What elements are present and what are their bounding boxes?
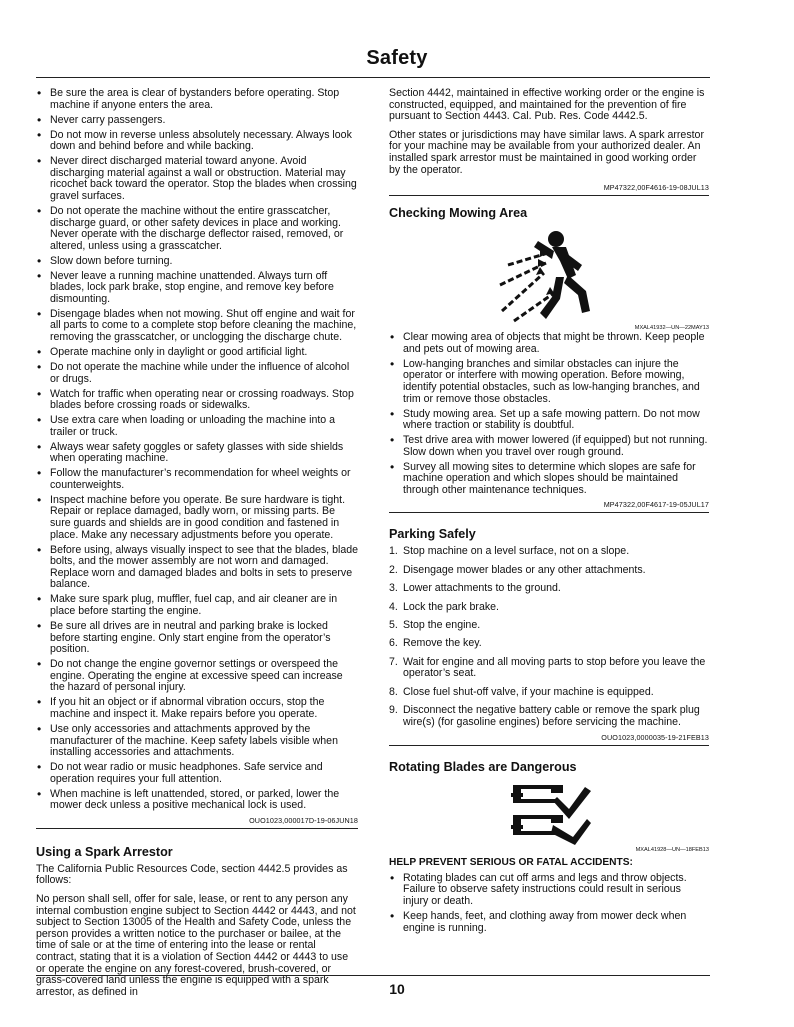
list-item: • Inspect machine before you operate. Be sure hardware is tight. Repair or replace damaged, badly worn, or missing parts. Be sure guards and shields are in good condition and fastened in place. Make any necessary adjustments before you operate. (36, 495, 358, 541)
section-divider (389, 512, 709, 513)
list-item (389, 546, 709, 558)
step-text: Lock the park brake. (403, 600, 499, 613)
reference-code: MP47322,00F4617-19-05JUL17 (603, 500, 709, 510)
step-text: Lower attachments to the ground. (403, 582, 561, 595)
safety-bullet-list (36, 88, 358, 812)
list-item: • Study mowing area. Set up a safe mowing pattern. Do not mow where traction or stability is doubtful. (389, 409, 709, 432)
step-number: 1. (389, 545, 398, 558)
list-item: • Do not mow in reverse unless absolutely necessary. Always look down and behind before and while backing. (36, 130, 358, 153)
reference-code: MP47322,00F4616-19-08JUL13 (603, 183, 709, 193)
list-item (389, 620, 709, 632)
page-number: 10 (389, 981, 405, 997)
list-item: • Watch for traffic when operating near or crossing roadways. Stop blades before crossing roads or sidewalks. (36, 389, 358, 412)
list-item: • Be sure all drives are in neutral and parking brake is locked before starting engine. Only start engine from the operator’s position. (36, 621, 358, 656)
section-heading-parking: Parking Safely (389, 527, 476, 542)
list-item: • Before using, always visually inspect to see that the blades, blade bolts, and the mower assembly are not worn and damaged. Replace worn and damaged blades and bolts in sets to preserve balance. (36, 545, 358, 591)
step-number: 7. (389, 655, 398, 668)
section-divider (36, 828, 358, 829)
step-text: Stop machine on a level surface, not on a slope. (403, 545, 630, 558)
section-heading-rotating-blades: Rotating Blades are Dangerous (389, 760, 577, 775)
step-number: 4. (389, 600, 398, 613)
list-item (389, 583, 709, 595)
header-rule (36, 77, 710, 78)
section-heading-spark-arrestor: Using a Spark Arrestor (36, 844, 173, 859)
list-item: • Follow the manufacturer’s recommendation for wheel weights or counterweights. (36, 468, 358, 491)
list-item (389, 657, 709, 680)
warning-heading: HELP PREVENT SERIOUS OR FATAL ACCIDENTS: (389, 857, 633, 869)
step-number: 2. (389, 563, 398, 576)
footer-rule (36, 975, 710, 976)
list-item: • Disengage blades when not mowing. Shut off engine and wait for all parts to come to a complete stop before cleaning the machine, removing the grasscatcher, or unclogging the discharge chute. (36, 309, 358, 344)
list-item: • Make sure spark plug, muffler, fuel cap, and air cleaner are in place before starting the engine. (36, 594, 358, 617)
list-item: • Never direct discharged material toward anyone. Avoid discharging material against a wall or obstruction. Material may ricochet back toward the operator. Stop the blades when crossing gravel surfaces. (36, 156, 358, 202)
blade-bullet-list (389, 873, 709, 934)
step-number: 3. (389, 582, 398, 595)
list-item: • Do not operate the machine without the entire grasscatcher, discharge guard, or other safety devices in place and working. Never operate with the discharge deflector raised, removed, or altered, unless using a grasscatcher. (36, 206, 358, 252)
list-item: • If you hit an object or if abnormal vibration occurs, stop the machine and inspect it. Make repairs before you operate. (36, 697, 358, 720)
paragraph: The California Public Resources Code, section 4442.5 provides as follows: (36, 862, 348, 887)
step-number: 9. (389, 704, 398, 717)
list-item: • Clear mowing area of objects that might be thrown. Keep people and pets out of mowing area. (389, 332, 709, 355)
list-item: • Use only accessories and attachments approved by the manufacturer of the machine. Keep safety labels visible when installing accessories and attachments. (36, 724, 358, 759)
list-item: • Use extra care when loading or unloading the machine into a trailer or truck. (36, 415, 358, 438)
list-item: • Slow down before turning. (36, 256, 358, 268)
list-item (389, 602, 709, 614)
step-text: Close fuel shut-off valve, if your machine is equipped. (403, 685, 654, 698)
left-column (36, 88, 358, 1005)
reference-code: OUO1023,000017D-19-06JUN18 (249, 815, 358, 825)
paragraph: Other states or jurisdictions may have similar laws. A spark arrestor for your machine may be available from your authorized dealer. An installed spark arrestor must be maintained in good working order by the operator. (389, 128, 704, 176)
list-item: • Be sure the area is clear of bystanders before operating. Stop machine if anyone enters the area. (36, 88, 358, 111)
paragraph: No person shall sell, offer for sale, lease, or rent to any person any internal combustion engine subject to Section 4442 or 4443, and not subject to Section 13005 of the Health and Safety Code, unless the person provides a written notice to the purchaser or bailee, at the time of sale or at the time of entering into the lease or rental contract, stating that it is a violation of Section 4442 or 4443 to use or operate the engine on any forest-covered, brush-covered, or grass-covered land unless the engine is equipped with a spark arrestor, as defined in (36, 893, 356, 998)
right-column (389, 88, 709, 937)
list-item (389, 638, 709, 650)
section-divider (389, 745, 709, 746)
list-item: • Survey all mowing sites to determine which slopes are safe for machine operation and which slopes should be maintained through other maintenance techniques. (389, 462, 709, 497)
list-item: • Operate machine only in daylight or good artificial light. (36, 347, 358, 359)
paragraph: Section 4442, maintained in effective working order or the engine is constructed, equipped, and maintained for the prevention of fire pursuant to Section 4443. Cal. Pub. Res. Code 4442.5. (389, 87, 705, 123)
page-title: Safety (366, 47, 428, 69)
figure-caption: MXAL41932—UN—22MAY13 (634, 325, 709, 332)
list-item: • Do not change the engine governor settings or overspeed the engine. Operating the engine at excessive speed can increase the hazard of personal injury. (36, 659, 358, 694)
list-item (389, 705, 709, 728)
mowing-bullet-list (389, 332, 709, 496)
reference-code: OUO1023,0000035-19-21FEB13 (601, 733, 709, 743)
step-number: 8. (389, 685, 398, 698)
list-item: • Do not wear radio or music headphones. Safe service and operation requires your full attention. (36, 762, 358, 785)
step-text: Disengage mower blades or any other attachments. (403, 563, 646, 576)
list-item: • Keep hands, feet, and clothing away from mower deck when engine is running. (389, 911, 709, 934)
figure-caption: MXAL41928—UN—18FEB13 (635, 847, 709, 854)
list-item: • Test drive area with mower lowered (if equipped) but not running. Slow down when you travel over rough ground. (389, 435, 709, 458)
section-heading-mowing-area: Checking Mowing Area (389, 206, 528, 221)
step-number: 5. (389, 619, 398, 631)
figure-rotating-blades (389, 779, 709, 854)
step-text: Disconnect the negative battery cable or remove the spark plug wire(s) (for gasoline engines) before servicing the machine. (403, 704, 700, 728)
section-divider (389, 195, 709, 196)
list-item: • Do not operate the machine while under the influence of alcohol or drugs. (36, 362, 358, 385)
list-item (389, 687, 709, 699)
step-text: Stop the engine. (403, 619, 481, 631)
list-item (389, 565, 709, 577)
list-item: • Always wear safety goggles or safety glasses with side shields when operating machine. (36, 442, 358, 465)
list-item: • Rotating blades can cut off arms and legs and throw objects. Failure to observe safety instructions could result in serious injury or death. (389, 873, 709, 908)
parking-steps-list (389, 546, 709, 728)
step-text: Wait for engine and all moving parts to stop before you leave the operator’s seat. (403, 655, 706, 680)
step-number: 6. (389, 637, 398, 650)
rotating-blade-hazard-icon (507, 779, 591, 847)
list-item: • Never leave a running machine unattended. Always turn off blades, lock park brake, stop engine, and remove key before dismounting. (36, 271, 358, 306)
thrown-objects-hazard-icon (494, 225, 604, 325)
list-item: • When machine is left unattended, stored, or parked, lower the mower deck unless a positive mechanical lock is used. (36, 789, 358, 812)
list-item: • Low-hanging branches and similar obstacles can injure the operator or interfere with mowing operation. Before mowing, identify potential obstacles, such as low-hanging branches, and trim or remove those obstacles. (389, 359, 709, 405)
step-text: Remove the key. (403, 637, 482, 650)
list-item: • Never carry passengers. (36, 115, 358, 127)
figure-thrown-objects (389, 225, 709, 332)
